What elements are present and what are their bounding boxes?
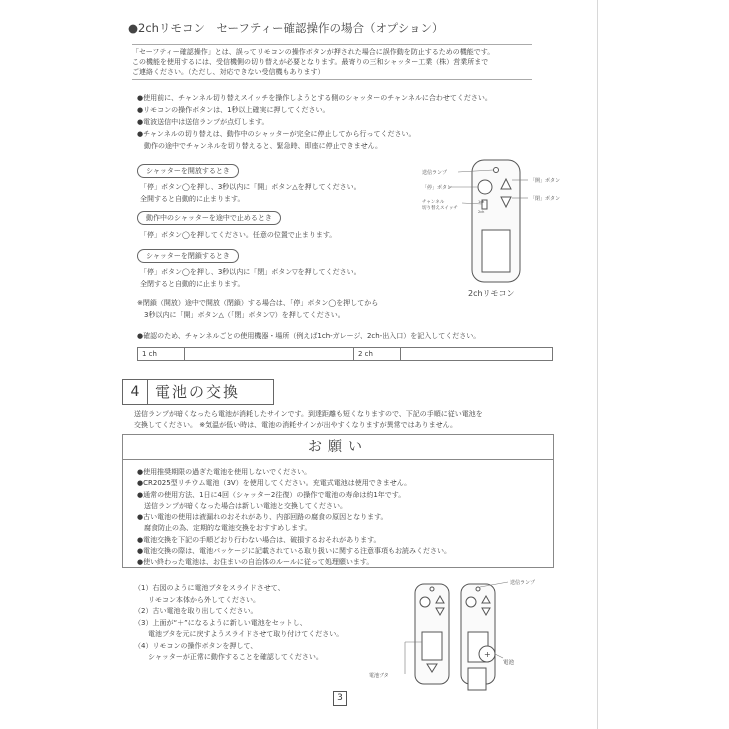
- step-line: （2）古い電池を取り出してください。: [134, 607, 258, 615]
- op-line: 全閉すると自動的に止まります。: [140, 280, 245, 288]
- lamp-icon: [494, 168, 499, 173]
- lamp-icon: [430, 587, 434, 591]
- open-label: 「開」ボタン: [530, 178, 561, 184]
- channel-2-entry[interactable]: [401, 348, 553, 361]
- battery-intro: [134, 409, 483, 431]
- op-line: 「停」ボタン◯を押してください。任意の位置で止まります。: [140, 231, 337, 239]
- op-line: 「停」ボタン◯を押し、3秒以内に「開」ボタン△を押してください。: [140, 183, 361, 191]
- battery-diagram: [365, 572, 550, 692]
- stop-label: 「停」ボタン: [422, 185, 453, 191]
- page-edge-shadow: [597, 0, 598, 729]
- bullet-list: [137, 92, 492, 152]
- bullet-item: ●リモコンの操作ボタンは、1秒以上確実に押してください。: [137, 106, 330, 114]
- remote-diagram: [420, 155, 570, 305]
- channel-table: [137, 347, 553, 361]
- request-item: ●使い終わった電池は、お住まいの自治体のルールに従って処理願います。: [137, 558, 374, 567]
- op-line: 全開すると自動的に止まります。: [140, 195, 245, 203]
- ch-mark-1: 1ch: [478, 200, 485, 204]
- cover-label: 電池ブタ: [369, 673, 389, 679]
- stop-button-icon: [478, 180, 492, 194]
- channel-2-label: 2 ch: [354, 348, 401, 361]
- bullet-item: 動作の途中でチャンネルを切り替えると、緊急時、即座に停止できません。: [137, 142, 382, 150]
- battery-cover-icon: [482, 230, 510, 272]
- cover-slot-icon: [422, 632, 442, 660]
- request-box: [122, 434, 554, 568]
- request-title: お願い: [123, 435, 553, 460]
- cover-piece-icon: [468, 668, 486, 690]
- request-item: 送信ランプが暗くなった場合は新しい電池と交換してください。: [137, 501, 347, 510]
- step-line: （4）リモコンの操作ボタンを押して、: [134, 641, 258, 650]
- note-line: ※閉鎖（開放）途中で開放（閉鎖）する場合は、「停」ボタン◯を押してから: [137, 299, 379, 307]
- switch-label-2: 切り替えスイッチ: [422, 206, 458, 211]
- stop-button-icon: [420, 597, 430, 607]
- note-block: [137, 297, 378, 321]
- op-close-instructions: [140, 266, 361, 290]
- bullet-item: ●電波送信中は送信ランプが点灯します。: [137, 118, 269, 126]
- battery-label: 電池: [503, 660, 515, 666]
- op-stop-instructions: [140, 229, 336, 241]
- battery-intro-line: 交換してください。 ※気温が低い時は、電池の消耗サインが出やすくなりますが異常ではありません。: [134, 421, 458, 429]
- check-line: ●確認のため、チャンネルごとの使用機器・場所（例えば1ch-ガレージ、2ch-出入口）を記入してください。: [137, 332, 481, 340]
- ch-mark-2: 2ch: [478, 210, 485, 214]
- stop-button-icon: [466, 597, 476, 607]
- switch-label-1: チャンネル: [422, 200, 445, 205]
- request-item: ●電池交換の際は、電池パッケージに記載されている取り扱いに関する注意事項もお読みください。: [137, 547, 451, 556]
- op-open-label: シャッターを開放するとき: [137, 164, 239, 178]
- request-item: 腐食防止の為、定期的な電池交換をおすすめします。: [137, 524, 312, 533]
- page-number: 3: [333, 691, 347, 706]
- intro-line: 「セーフティー確認操作」とは、誤ってリモコンの操作ボタンが押された場合に誤作動を防止するための機能です。: [132, 48, 495, 56]
- channel-1-label: 1 ch: [138, 348, 185, 361]
- close-label: 「閉」ボタン: [530, 196, 561, 202]
- intro-box: [132, 44, 532, 80]
- section-title: ●2chリモコン セーフティー確認操作の場合（オプション）: [128, 21, 444, 35]
- request-item: ●使用推奨期限の過ぎた電池を使用しないでください。: [137, 468, 312, 476]
- op-open-instructions: [140, 181, 361, 205]
- note-line: 3秒以内に「開」ボタン△（「閉」ボタン▽）を押してください。: [137, 311, 345, 319]
- op-stop-label: 動作中のシャッターを途中で止めるとき: [137, 211, 281, 225]
- request-item: ●古い電池の使用は液漏れのおそれがあり、内部回路の腐食の原因となります。: [137, 513, 388, 522]
- step-line: （3）上面が“＋”になるように新しい電池をセットし、: [134, 618, 307, 627]
- step-line: 電池ブタを元に戻すようスライドさせて取り付けてください。: [134, 630, 344, 638]
- section-heading: 電池の交換: [155, 383, 241, 401]
- request-item: ●電池交換を下記の手順どおり行わない場合は、破損するおそれがあります。: [137, 535, 381, 544]
- request-list: [137, 467, 451, 569]
- op-close-label: シャッターを閉鎖するとき: [137, 249, 239, 263]
- step-line: シャッターが正常に動作することを確認してください。: [134, 653, 323, 661]
- plus-mark: +: [484, 650, 491, 659]
- section-4-header: [122, 379, 274, 405]
- battery-intro-line: 送信ランプが暗くなったら電池が消耗したサインです。到達距離も短くなりますので、下記の手順に従い電池を: [134, 410, 483, 418]
- step-line: （1）右図のように電池ブタをスライドさせて、: [134, 584, 285, 592]
- step-line: リモコン本体から外してください。: [134, 595, 260, 604]
- intro-line: この機能を使用するには、受信機側の切り替えが必要となります。最寄りの三和シャッター工業（株）営業所まで: [132, 58, 489, 66]
- lamp-icon: [476, 587, 480, 591]
- lamp-label: 送信ランプ: [422, 170, 448, 176]
- lamp-label: 送信ランプ: [510, 580, 536, 586]
- channel-1-entry[interactable]: [185, 348, 354, 361]
- request-item: ●CR2025型リチウム電池（3V）を使用してください。充電式電池は使用できません。: [137, 479, 412, 488]
- section-number: 4: [123, 380, 148, 404]
- intro-line: ご連絡ください。（ただし、対応できない受信機もあります）: [132, 68, 325, 76]
- bullet-item: ●チャンネルの切り替えは、動作中のシャッターが完全に停止してから行ってください。: [137, 130, 416, 138]
- battery-steps: [134, 583, 343, 664]
- remote-caption: 2chリモコン: [468, 289, 515, 298]
- bullet-item: ●使用前に、チャンネル切り替えスイッチを操作しようとする側のシャッターのチャンネルに合わせてください。: [137, 94, 492, 102]
- op-line: 「停」ボタン◯を押し、3秒以内に「閉」ボタン▽を押してください。: [140, 268, 361, 276]
- request-item: ●通常の使用方法、1日に4回（シャッター2往復）の操作で電池の寿命は約1年です。: [137, 490, 406, 499]
